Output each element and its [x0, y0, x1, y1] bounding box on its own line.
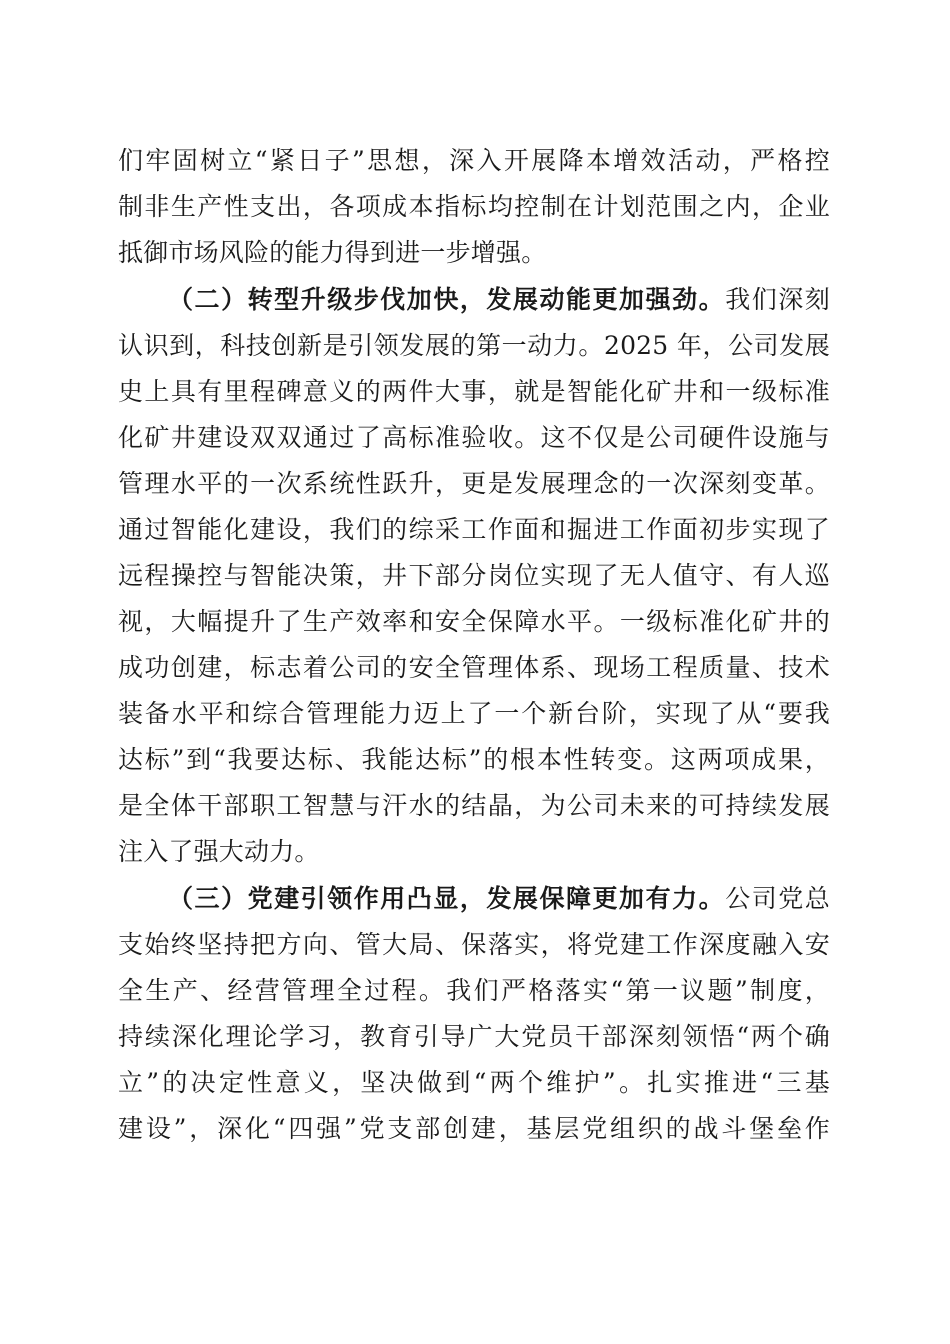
paragraph-line: 视，大幅提升了生产效率和安全保障水平。一级标准化矿井的 [118, 607, 830, 636]
section-3-first-line [168, 884, 830, 914]
paragraph-line: 化矿井建设双双通过了高标准验收。这不仅是公司硬件设施与 [118, 423, 830, 452]
paragraph-line: 支始终坚持把方向、管大局、保落实，将党建工作深度融入安 [118, 930, 830, 959]
paragraph-line: 们牢固树立“紧日子”思想，深入开展降本增效活动，严格控 [118, 146, 830, 175]
paragraph-line: 抵御市场风险的能力得到进一步增强。 [118, 238, 547, 267]
section-3-heading: （三）党建引领作用凸显，发展保障更加有力。 [168, 884, 726, 913]
paragraph-line: 注入了强大动力。 [118, 837, 320, 866]
paragraph-line: 持续深化理论学习，教育引导广大党员干部深刻领悟“两个确 [118, 1022, 830, 1051]
paragraph-line: 史上具有里程碑意义的两件大事，就是智能化矿井和一级标准 [118, 377, 830, 406]
section-2-lead: 我们深刻 [725, 285, 831, 314]
paragraph-line: 达标”到“我要达标、我能达标”的根本性转变。这两项成果， [118, 745, 830, 774]
paragraph-line: 远程操控与智能决策，井下部分岗位实现了无人值守、有人巡 [118, 561, 830, 590]
section-2-first-line [168, 285, 830, 315]
paragraph-line: 认识到，科技创新是引领发展的第一动力。2025 年，公司发展 [118, 331, 830, 360]
paragraph-line: 管理水平的一次系统性跃升，更是发展理念的一次深刻变革。 [118, 469, 830, 498]
paragraph-line: 立”的决定性意义，坚决做到“两个维护”。扎实推进“三基 [118, 1068, 830, 1097]
paragraph-line: 装备水平和综合管理能力迈上了一个新台阶，实现了从“要我 [118, 699, 830, 728]
section-3-lead: 公司党总 [725, 884, 831, 913]
paragraph-line: 建设”，深化“四强”党支部创建，基层党组织的战斗堡垒作 [118, 1114, 830, 1143]
paragraph-line: 成功创建，标志着公司的安全管理体系、现场工程质量、技术 [118, 653, 830, 682]
paragraph-line: 是全体干部职工智慧与汗水的结晶，为公司未来的可持续发展 [118, 791, 830, 820]
paragraph-line: 通过智能化建设，我们的综采工作面和掘进工作面初步实现了 [118, 515, 830, 544]
paragraph-line: 制非生产性支出，各项成本指标均控制在计划范围之内，企业 [118, 192, 830, 221]
section-2-heading: （二）转型升级步伐加快，发展动能更加强劲。 [168, 285, 726, 314]
paragraph-line: 全生产、经营管理全过程。我们严格落实“第一议题”制度， [118, 976, 830, 1005]
